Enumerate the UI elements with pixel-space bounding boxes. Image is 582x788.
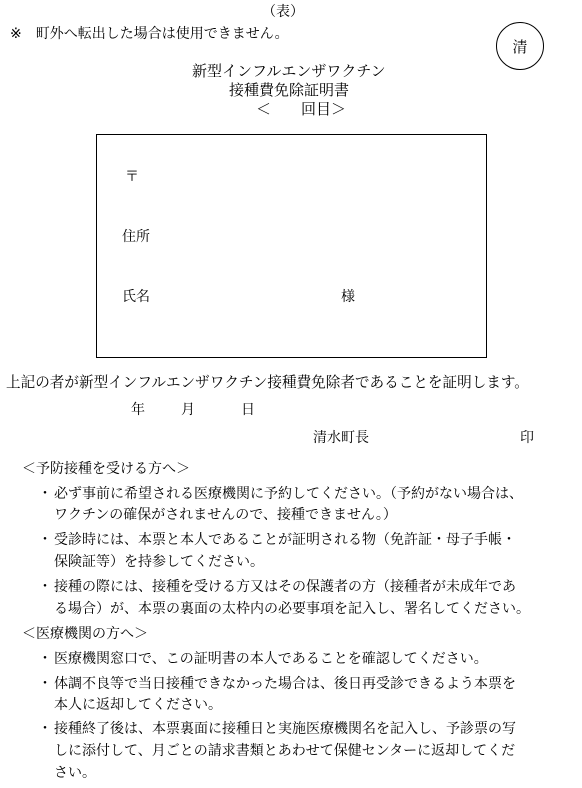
side-label: （表） bbox=[262, 4, 304, 20]
bullet: ・ bbox=[38, 721, 52, 737]
title-line-2: 接種費免除証明書 bbox=[229, 81, 350, 99]
recipients-item-2-line-1: 受診時には、本票と本人であることが証明される物（免許証・母子手帳・ bbox=[54, 532, 516, 548]
recipients-item-3-line-2: る場合）が、本票の裏面の太枠内の必要事項を記入し、署名してください。 bbox=[54, 601, 530, 617]
institutions-item-3-line-1: 接種終了後は、本票裏面に接種日と実施医療機関名を記入し、予診票の写 bbox=[54, 721, 516, 737]
bullet: ・ bbox=[38, 651, 52, 667]
seal-text: 清 bbox=[512, 37, 528, 56]
relocation-notice: ※ 町外へ転出した場合は使用できません。 bbox=[10, 26, 289, 42]
postal-code-label: 〒 bbox=[125, 169, 139, 185]
recipients-item-1-line-2: ワクチンの確保がされませんので、接種できません。） bbox=[54, 507, 397, 523]
recipients-heading: ＜予防接種を受ける方へ＞ bbox=[22, 461, 190, 477]
honorific-label: 様 bbox=[341, 289, 355, 305]
institutions-item-3-line-3: さい。 bbox=[54, 765, 96, 781]
bullet: ・ bbox=[38, 532, 52, 548]
bullet: ・ bbox=[38, 486, 52, 502]
date-day: 日 bbox=[241, 402, 255, 418]
title-line-1: 新型インフルエンザワクチン bbox=[192, 62, 386, 80]
date-month: 月 bbox=[181, 402, 195, 418]
recipients-item-3-line-1: 接種の際には、接種を受ける方又はその保護者の方（接種者が未成年であ bbox=[54, 579, 516, 595]
date-year: 年 bbox=[131, 402, 145, 418]
recipient-info-box bbox=[96, 134, 487, 358]
bullet: ・ bbox=[38, 676, 52, 692]
bullet: ・ bbox=[38, 579, 52, 595]
institutions-heading: ＜医療機関の方へ＞ bbox=[22, 626, 148, 642]
institutions-item-1-line-1: 医療機関窓口で、この証明書の本人であることを確認してください。 bbox=[54, 651, 488, 667]
institutions-item-2-line-1: 体調不良等で当日接種できなかった場合は、後日再受診できるよう本票を bbox=[54, 676, 516, 692]
recipients-item-1-line-1: 必ず事前に希望される医療機関に予約してください。（予約がない場合は、 bbox=[54, 486, 523, 502]
issuer-title: 清水町長 bbox=[313, 430, 369, 446]
address-label: 住所 bbox=[122, 229, 150, 245]
institutions-item-3-line-2: しに添付して、月ごとの請求書類とあわせて保健センターに返却してくだ bbox=[54, 743, 516, 759]
title-line-3: ＜ 回目＞ bbox=[256, 100, 347, 118]
certification-statement: 上記の者が新型インフルエンザワクチン接種費免除者であることを証明します。 bbox=[6, 374, 529, 391]
issuer-seal: 印 bbox=[520, 430, 534, 446]
institutions-item-2-line-2: 本人に返却してください。 bbox=[54, 697, 222, 713]
seal-stamp bbox=[496, 22, 544, 70]
name-label: 氏名 bbox=[122, 289, 150, 305]
recipients-item-2-line-2: 保険証等）を持参してください。 bbox=[54, 554, 264, 570]
